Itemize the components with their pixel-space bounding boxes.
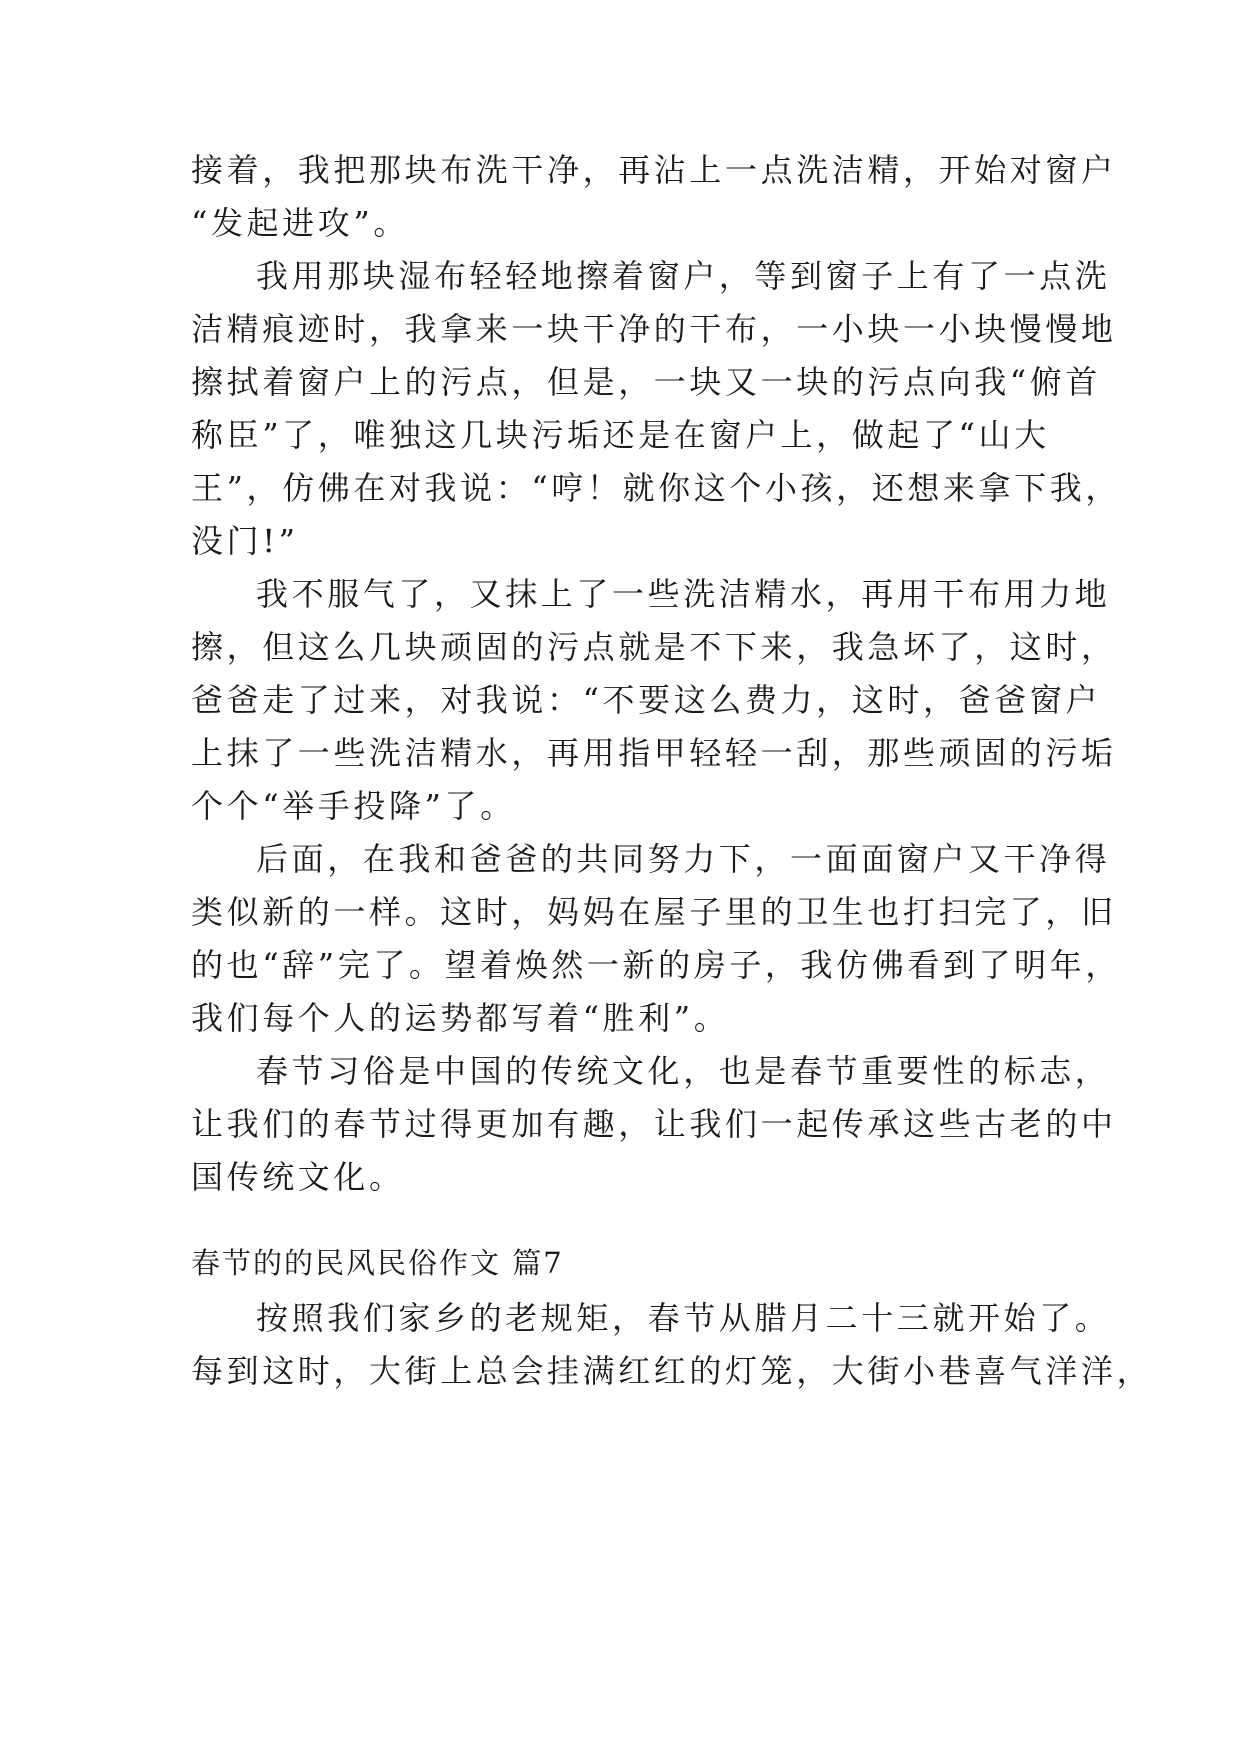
paragraph-5-line-3: 国传统文化。 [191, 1158, 405, 1196]
paragraph-1-line-2: “发起进攻”。 [191, 204, 409, 242]
paragraph-3-line-1: 我不服气了，又抹上了一些洗洁精水，再用干布用力地 [256, 575, 1111, 613]
section-paragraph-line-1: 按照我们家乡的老规矩，春节从腊月二十三就开始了。 [256, 1299, 1111, 1337]
paragraph-3-line-2: 擦，但这么几块顽固的污点就是不下来，我急坏了，这时， [191, 628, 1117, 666]
paragraph-2-line-6: 没门!” [191, 522, 299, 560]
paragraph-5-line-2: 让我们的春节过得更加有趣，让我们一起传承这些古老的中 [191, 1105, 1117, 1143]
paragraph-4-line-2: 类似新的一样。这时，妈妈在屋子里的卫生也打扫完了，旧 [191, 893, 1117, 931]
paragraph-1-line-1: 接着，我把那块布洗干净，再沾上一点洗洁精，开始对窗户 [191, 151, 1117, 189]
paragraph-4-line-3: 的也“辞”完了。望着焕然一新的房子，我仿佛看到了明年， [191, 946, 1121, 984]
paragraph-2-line-5: 王”，仿佛在对我说：“哼！就你这个小孩，还想来拿下我， [191, 469, 1121, 507]
paragraph-2-line-4: 称臣”了，唯独这几块污垢还是在窗户上，做起了“山大 [191, 416, 1050, 454]
paragraph-2-line-1: 我用那块湿布轻轻地擦着窗户，等到窗子上有了一点洗 [256, 257, 1111, 295]
paragraph-5-line-1: 春节习俗是中国的传统文化，也是春节重要性的标志， [256, 1052, 1111, 1090]
paragraph-3-line-5: 个个“举手投降”了。 [191, 787, 516, 825]
paragraph-2-line-3: 擦拭着窗户上的污点，但是，一块又一块的污点向我“俯首 [191, 363, 1101, 401]
section-paragraph-line-2: 每到这时，大街上总会挂满红红的灯笼，大街小巷喜气洋洋， [191, 1352, 1153, 1390]
paragraph-4-line-4: 我们每个人的运势都写着“胜利”。 [191, 999, 730, 1037]
paragraph-4-line-1: 后面，在我和爸爸的共同努力下，一面面窗户又干净得 [256, 840, 1111, 878]
paragraph-2-line-2: 洁精痕迹时，我拿来一块干净的干布，一小块一小块慢慢地 [191, 310, 1117, 348]
section-heading: 春节的的民风民俗作文 篇7 [191, 1246, 564, 1280]
paragraph-3-line-4: 上抹了一些洗洁精水，再用指甲轻轻一刮，那些顽固的污垢 [191, 734, 1117, 772]
paragraph-3-line-3: 爸爸走了过来，对我说：“不要这么费力，这时，爸爸窗户 [191, 681, 1101, 719]
